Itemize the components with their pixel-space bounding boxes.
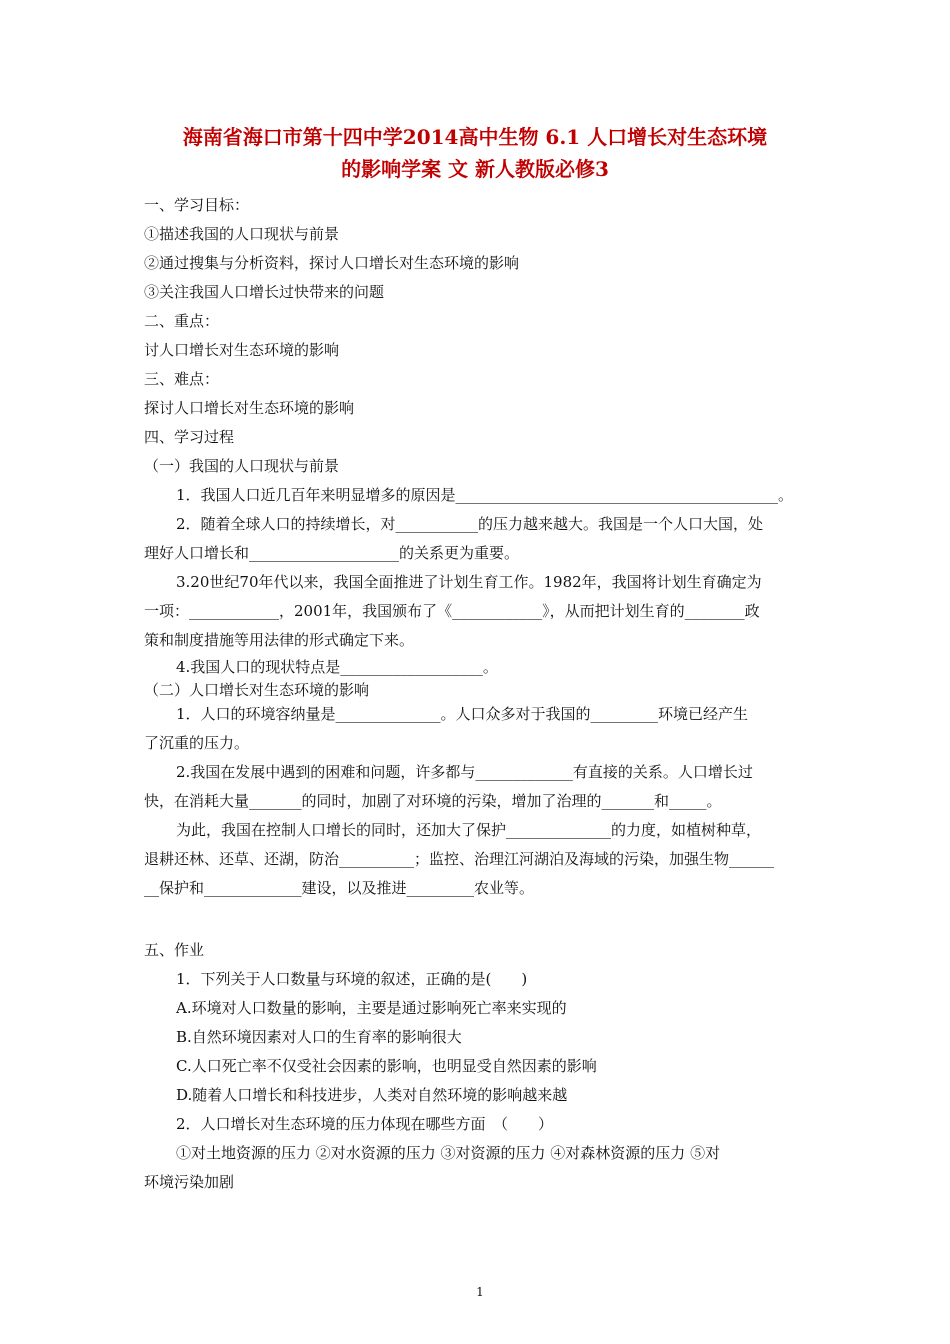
homework-question-1: 1．下列关于人口数量与环境的叙述，正确的是( ) xyxy=(176,970,528,988)
goal-2: ②通过搜集与分析资料，探讨人口增长对生态环境的影响 xyxy=(144,254,520,272)
goal-3: ③关注我国人口增长过快带来的问题 xyxy=(144,283,385,301)
homework-heading: 五、作业 xyxy=(144,941,205,959)
part-2-heading: （二）人口增长对生态环境的影响 xyxy=(144,681,370,699)
homework-question-1-option-a: A.环境对人口数量的影响，主要是通过影响死亡率来实现的 xyxy=(176,999,567,1017)
part-2-paragraph-line-3: __保护和_____________建设，以及推进_________农业等。 xyxy=(144,879,535,897)
part-2-question-2-line-2: 快，在消耗大量_______的同时，加剧了对环境的污染，增加了治理的_______和_____。 xyxy=(144,792,722,810)
part-2-question-1-line-2: 了沉重的压力。 xyxy=(144,734,250,752)
part-1-heading: （一）我国的人口现状与前景 xyxy=(144,457,340,475)
part-2-question-1-line-1: 1．人口的环境容纳量是______________。人口众多对于我国的_________环境已经产生 xyxy=(176,705,749,723)
difficulty-text: 探讨人口增长对生态环境的影响 xyxy=(144,399,355,417)
process-heading: 四、学习过程 xyxy=(144,428,235,446)
part-2-paragraph-line-2: 退耕还林、还草、还湖，防治__________；监控、治理江河湖泊及海域的污染，加强生物______ xyxy=(144,850,775,868)
goal-1: ①描述我国的人口现状与前景 xyxy=(144,225,340,243)
homework-question-2: 2．人口增长对生态环境的压力体现在哪些方面 （ ） xyxy=(176,1115,554,1133)
part-1-question-3-line-3: 策和制度措施等用法律的形式确定下来。 xyxy=(144,631,415,649)
page-number: 1 xyxy=(476,1285,484,1299)
part-1-question-3-line-1: 3.20世纪70年代以来，我国全面推进了计划生育工作。1982年，我国将计划生育确定为 xyxy=(176,573,762,591)
goals-heading: 一、学习目标： xyxy=(144,196,250,214)
part-1-question-2-line-2: 理好人口增长和____________________的关系更为重要。 xyxy=(144,544,520,562)
homework-question-1-option-d: D.随着人口增长和科技进步，人类对自然环境的影响越来越 xyxy=(176,1086,568,1104)
key-point-heading: 二、重点： xyxy=(144,312,220,330)
part-1-question-4: 4.我国人口的现状特点是___________________。 xyxy=(176,658,498,676)
homework-question-2-options-continued: 环境污染加剧 xyxy=(144,1173,235,1191)
part-1-question-1: 1．我国人口近几百年来明显增多的原因是___________________________________________。 xyxy=(176,486,794,504)
part-1-question-3-line-2: 一项：____________，2001年，我国颁布了《____________》，从而把计划生育的________政 xyxy=(144,602,760,620)
part-2-paragraph-line-1: 为此，我国在控制人口增长的同时，还加大了保护______________的力度，如植树种草， xyxy=(176,821,762,839)
homework-question-2-options: ①对土地资源的压力 ②对水资源的压力 ③对资源的压力 ④对森林资源的压力 ⑤对 xyxy=(176,1144,721,1162)
part-2-question-2-line-1: 2.我国在发展中遇到的困难和问题，许多都与_____________有直接的关系。人口增长过 xyxy=(176,763,753,781)
document-title-line-1: 海南省海口市第十四中学2014高中生物 6.1 人口增长对生态环境 xyxy=(182,125,768,149)
part-1-question-2-line-1: 2．随着全球人口的持续增长，对___________的压力越来越大。我国是一个人口大国，处 xyxy=(176,515,764,533)
homework-question-1-option-c: C.人口死亡率不仅受社会因素的影响，也明显受自然因素的影响 xyxy=(176,1057,597,1075)
document-title-line-2: 的影响学案 文 新人教版必修3 xyxy=(341,157,609,181)
key-point-text: 讨人口增长对生态环境的影响 xyxy=(144,341,340,359)
difficulty-heading: 三、难点： xyxy=(144,370,220,388)
homework-question-1-option-b: B.自然环境因素对人口的生育率的影响很大 xyxy=(176,1028,462,1046)
